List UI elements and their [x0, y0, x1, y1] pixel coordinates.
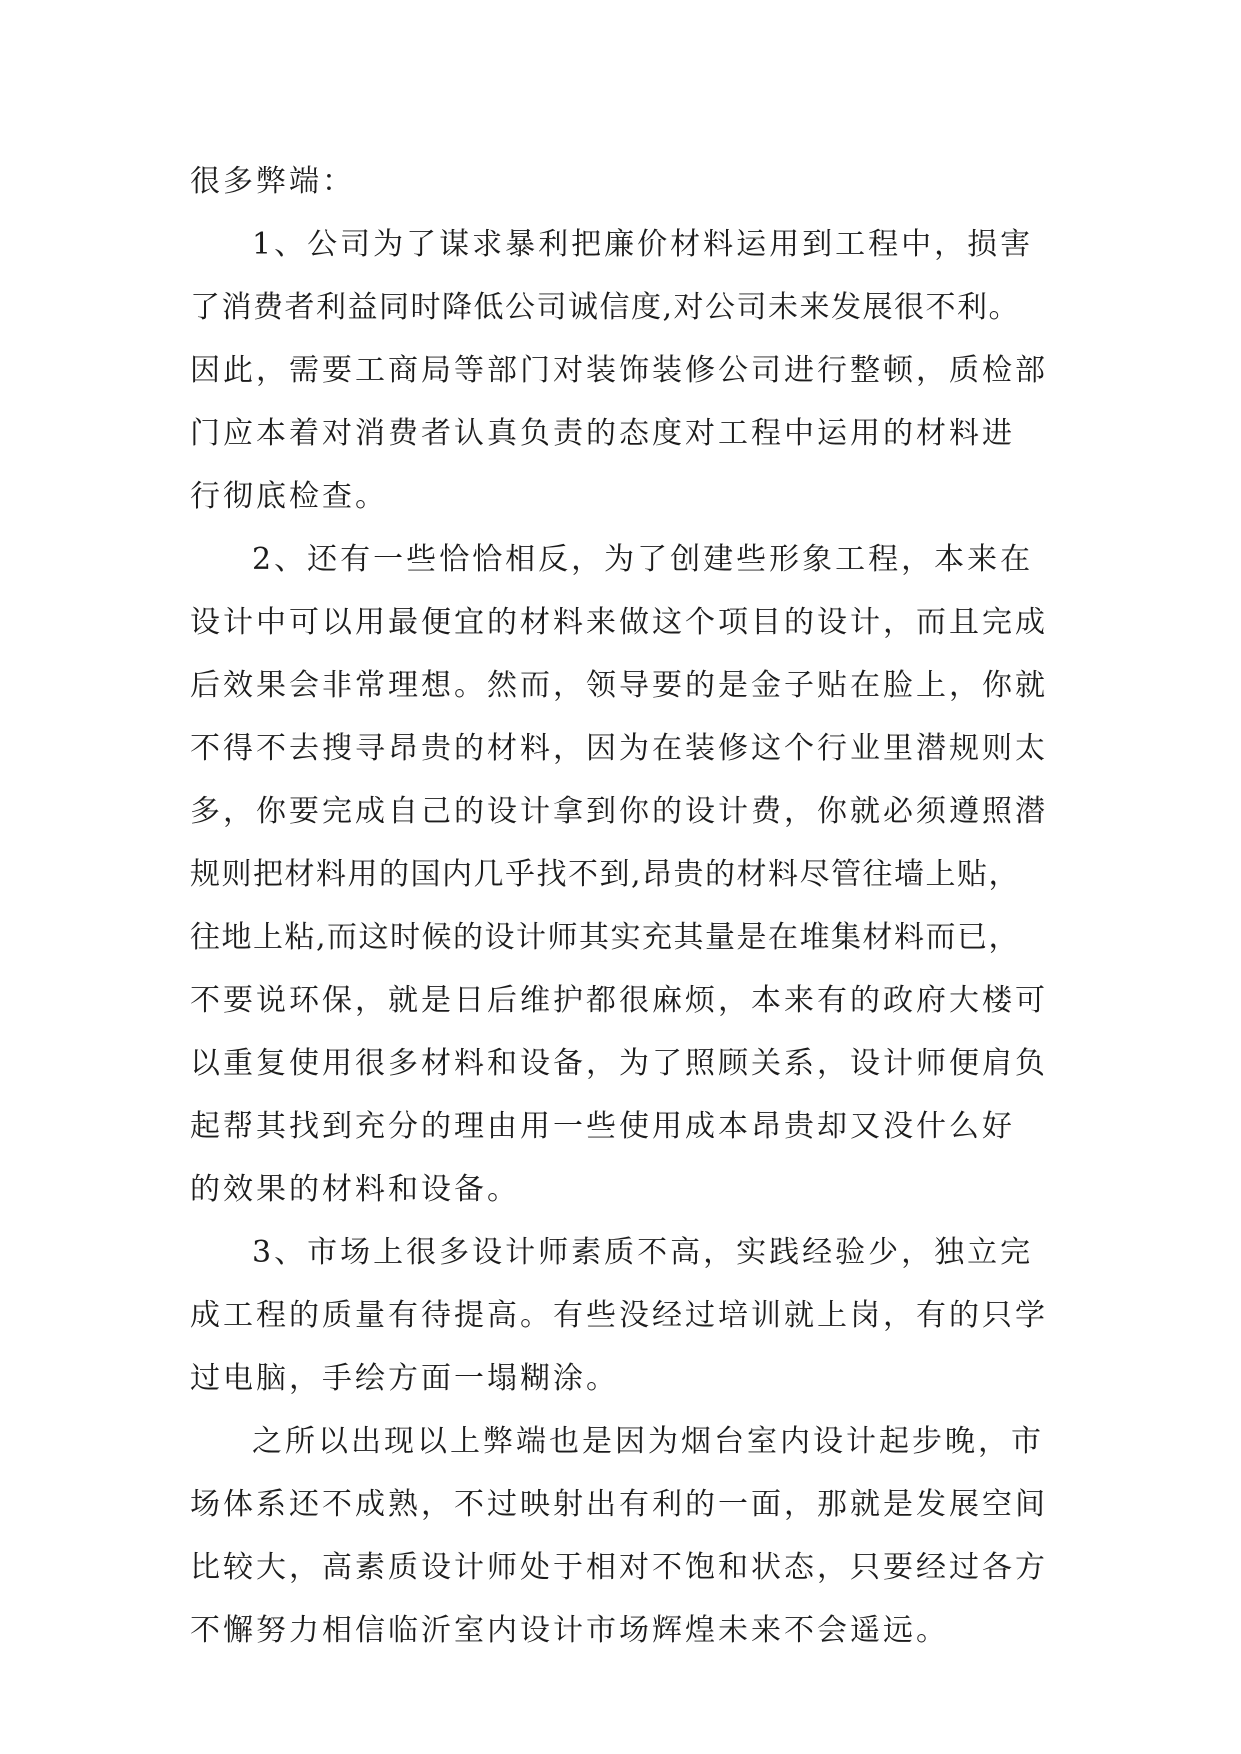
text-line: 之所以出现以上弊端也是因为烟台室内设计起步晚，市: [252, 1424, 1044, 1459]
text-line: 设计中可以用最便宜的材料来做这个项目的设计，而且完成: [190, 605, 1048, 640]
text-line: 不得不去搜寻昂贵的材料，因为在装修这个行业里潜规则太: [190, 731, 1048, 766]
text-line: 很多弊端：: [190, 164, 355, 199]
text-line: 的效果的材料和设备。: [190, 1172, 520, 1207]
text-line: 往地上粘,而这时候的设计师其实充其量是在堆集材料而已，: [190, 920, 1021, 955]
text-line: 后效果会非常理想。然而，领导要的是金子贴在脸上，你就: [190, 668, 1048, 703]
text-line: 场体系还不成熟，不过映射出有利的一面，那就是发展空间: [190, 1487, 1048, 1522]
text-line: 以重复使用很多材料和设备，为了照顾关系，设计师便肩负: [190, 1046, 1048, 1081]
text-line: 成工程的质量有待提高。有些没经过培训就上岗，有的只学: [190, 1298, 1048, 1333]
text-line: 门应本着对消费者认真负责的态度对工程中运用的材料进: [190, 416, 1015, 451]
text-line: 不要说环保，就是日后维护都很麻烦，本来有的政府大楼可: [190, 983, 1048, 1018]
text-line: 比较大，高素质设计师处于相对不饱和状态，只要经过各方: [190, 1550, 1048, 1585]
text-line: 多，你要完成自己的设计拿到你的设计费，你就必须遵照潜: [190, 794, 1048, 829]
text-line: 不懈努力相信临沂室内设计市场辉煌未来不会遥远。: [190, 1613, 949, 1648]
text-line: 过电脑，手绘方面一塌糊涂。: [190, 1361, 619, 1396]
text-line: 1、公司为了谋求暴利把廉价材料运用到工程中，损害: [252, 227, 1034, 262]
text-line: 了消费者利益同时降低公司诚信度,对公司未来发展很不利。: [190, 290, 1021, 325]
text-line: 起帮其找到充分的理由用一些使用成本昂贵却又没什么好: [190, 1109, 1015, 1144]
text-line: 2、还有一些恰恰相反，为了创建些形象工程，本来在: [252, 542, 1034, 577]
text-line: 规则把材料用的国内几乎找不到,昂贵的材料尽管往墙上贴，: [190, 857, 1021, 892]
text-line: 3、市场上很多设计师素质不高，实践经验少，独立完: [252, 1235, 1034, 1270]
text-line: 因此，需要工商局等部门对装饰装修公司进行整顿，质检部: [190, 353, 1048, 388]
text-line: 行彻底检查。: [190, 479, 388, 514]
